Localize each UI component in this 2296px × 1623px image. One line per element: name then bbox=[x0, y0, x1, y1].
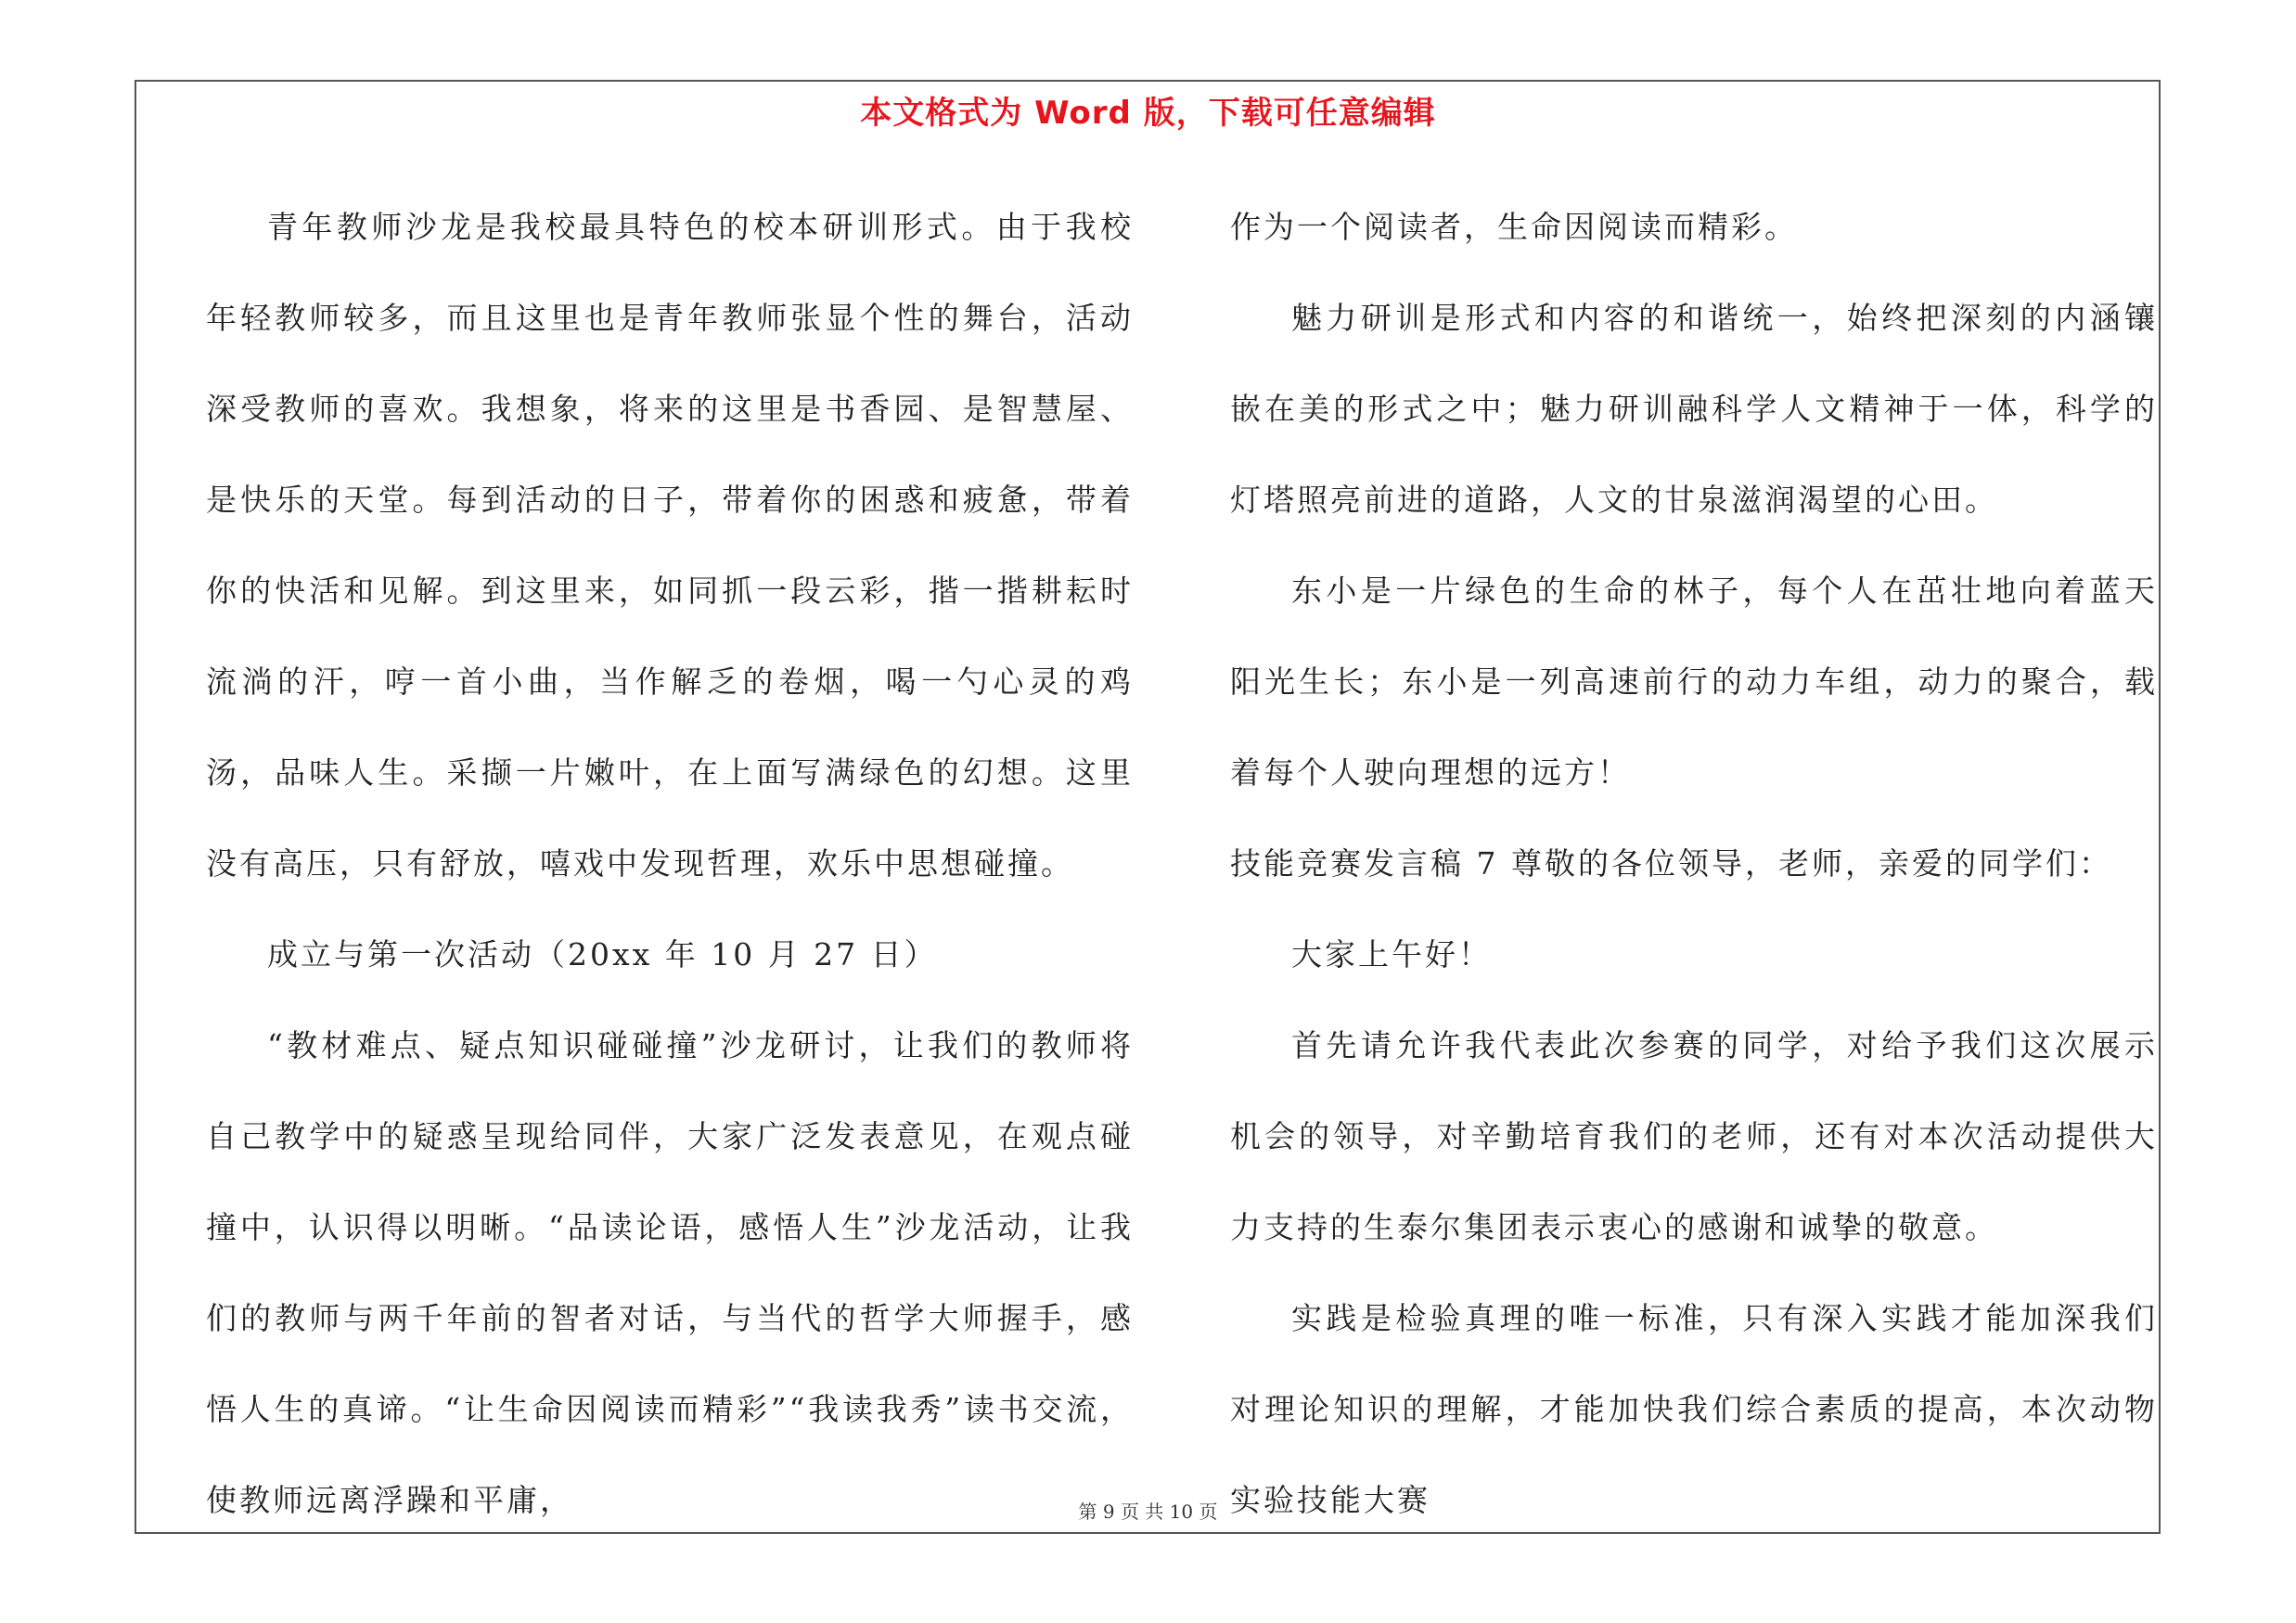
paragraph-reader-life: 作为一个阅读者，生命因阅读而精彩。 bbox=[1230, 209, 1798, 245]
paragraph-practice: 实践是检验真理的唯一标准，只有深入实践才能加深我们对理论知识的理解，才能加快我们综合素质的提高，本次动物实验技能大赛 bbox=[1230, 1300, 2158, 1518]
word-format-notice: 本文格式为 Word 版，下载可任意编辑 bbox=[860, 95, 1436, 132]
paragraph-thanks: 首先请允许我代表此次参赛的同学，对给予我们这次展示机会的领导，对辛勤培育我们的老师，还有对本次活动提供大力支持的生泰尔集团表示衷心的感谢和诚挚的敬意。 bbox=[1230, 1027, 2158, 1245]
left-column bbox=[206, 182, 1134, 1546]
paragraph-youth-teacher-salon: 青年教师沙龙是我校最具特色的校本研训形式。由于我校年轻教师较多，而且这里也是青年教师张显个性的舞台，活动深受教师的喜欢。我想象，将来的这里是书香园、是智慧屋、是快乐的天堂。每到活动的日子，带着你的困惑和疲惫，带着你的快活和见解。到这里来，如同抓一段云彩，揩一揩耕耘时流淌的汗，哼一首小曲，当作解乏的卷烟，喝一勺心灵的鸡汤，品味人生。采撷一片嫩叶，在上面写满绿色的幻想。这里没有高压，只有舒放，嘻戏中发现哲理，欢乐中思想碰撞。 bbox=[206, 209, 1134, 882]
paragraph-salon-discussions: “教材难点、疑点知识碰碰撞”沙龙研讨，让我们的教师将自己教学中的疑惑呈现给同伴，大家广泛发表意见，在观点碰撞中，认识得以明晰。“品读论语，感悟人生”沙龙活动，让我们的教师与两千年前的智者对话，与当代的哲学大师握手，感悟人生的真谛。“让生命因阅读而精彩”“我读我秀”读书交流，使教师远离浮躁和平庸， bbox=[206, 1027, 1134, 1518]
paragraph-charm-training: 魅力研训是形式和内容的和谐统一，始终把深刻的内涵镶嵌在美的形式之中；魅力研训融科学人文精神于一体，科学的灯塔照亮前进的道路，人文的甘泉滋润渴望的心田。 bbox=[1230, 300, 2158, 518]
right-column bbox=[1230, 182, 2158, 1546]
paragraph-greeting: 大家上午好！ bbox=[1291, 936, 1492, 973]
page-number-footer: 第 9 页 共 10 页 bbox=[1078, 1501, 1218, 1523]
paragraph-first-activity-heading: 成立与第一次活动（20xx 年 10 月 27 日） bbox=[267, 936, 938, 973]
paragraph-dongxiao: 东小是一片绿色的生命的林子，每个人在茁壮地向着蓝天阳光生长；东小是一列高速前行的动力车组，动力的聚合，载着每个人驶向理想的远方！ bbox=[1230, 573, 2158, 791]
paragraph-speech-title: 技能竞赛发言稿 7 尊敬的各位领导，老师，亲爱的同学们： bbox=[1230, 845, 2112, 882]
